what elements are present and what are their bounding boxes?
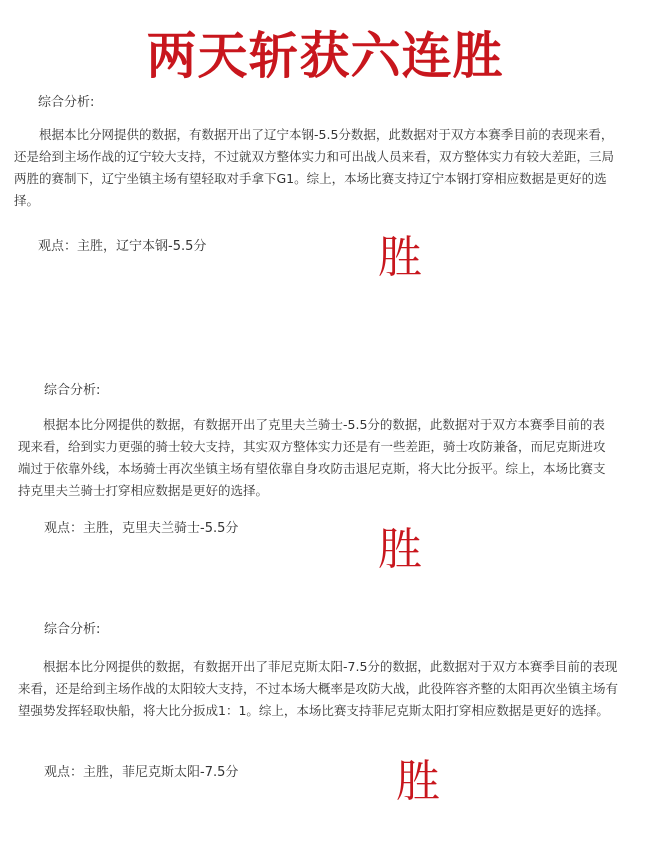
page-title: 两天斩获六连胜 bbox=[146, 27, 504, 85]
analysis-label: 综合分析: bbox=[38, 95, 95, 110]
analysis-body: 根据本比分网提供的数据，有数据开出了辽宁本钢-5.5分数据，此数据对于双方本赛季目前的表现来看，还是给到主场作战的辽宁较大支持，不过就双方整体实力和可出战人员来看，双方整体实力有较大差距，三局两胜的赛制下，辽宁坐镇主场有望轻取对手拿下G1。综上，本场比赛支持辽宁本钢打穿相应数据是更好的选择。 bbox=[14, 127, 615, 208]
win-mark: 胜 bbox=[378, 524, 422, 575]
opinion-text: 观点：主胜，辽宁本钢-5.5分 bbox=[38, 239, 207, 254]
win-mark: 胜 bbox=[396, 756, 440, 807]
analysis-label: 综合分析: bbox=[44, 383, 101, 398]
opinion-text: 观点：主胜，菲尼克斯太阳-7.5分 bbox=[44, 765, 239, 780]
analysis-body: 根据本比分网提供的数据，有数据开出了菲尼克斯太阳-7.5分的数据，此数据对于双方本赛季目前的表现来看，还是给到主场作战的太阳较大支持，不过本场大概率是攻防大战，此役阵容齐整的太阳再次坐镇主场有望强势发挥轻取快船，将大比分扳成1：1。综上，本场比赛支持菲尼克斯太阳打穿相应数据是更好的选择。 bbox=[18, 659, 619, 718]
win-mark: 胜 bbox=[378, 232, 422, 283]
analysis-label: 综合分析: bbox=[44, 622, 101, 637]
analysis-body: 根据本比分网提供的数据，有数据开出了克里夫兰骑士-5.5分的数据，此数据对于双方本赛季目前的表现来看，给到实力更强的骑士较大支持，其实双方整体实力还是有一些差距，骑士攻防兼备，而尼克斯进攻端过于依靠外线，本场骑士再次坐镇主场有望依靠自身攻防击退尼克斯，将大比分扳平。综上，本场比赛支持克里夫兰骑士打穿相应数据是更好的选择。 bbox=[18, 417, 606, 498]
opinion-text: 观点：主胜，克里夫兰骑士-5.5分 bbox=[44, 521, 239, 536]
